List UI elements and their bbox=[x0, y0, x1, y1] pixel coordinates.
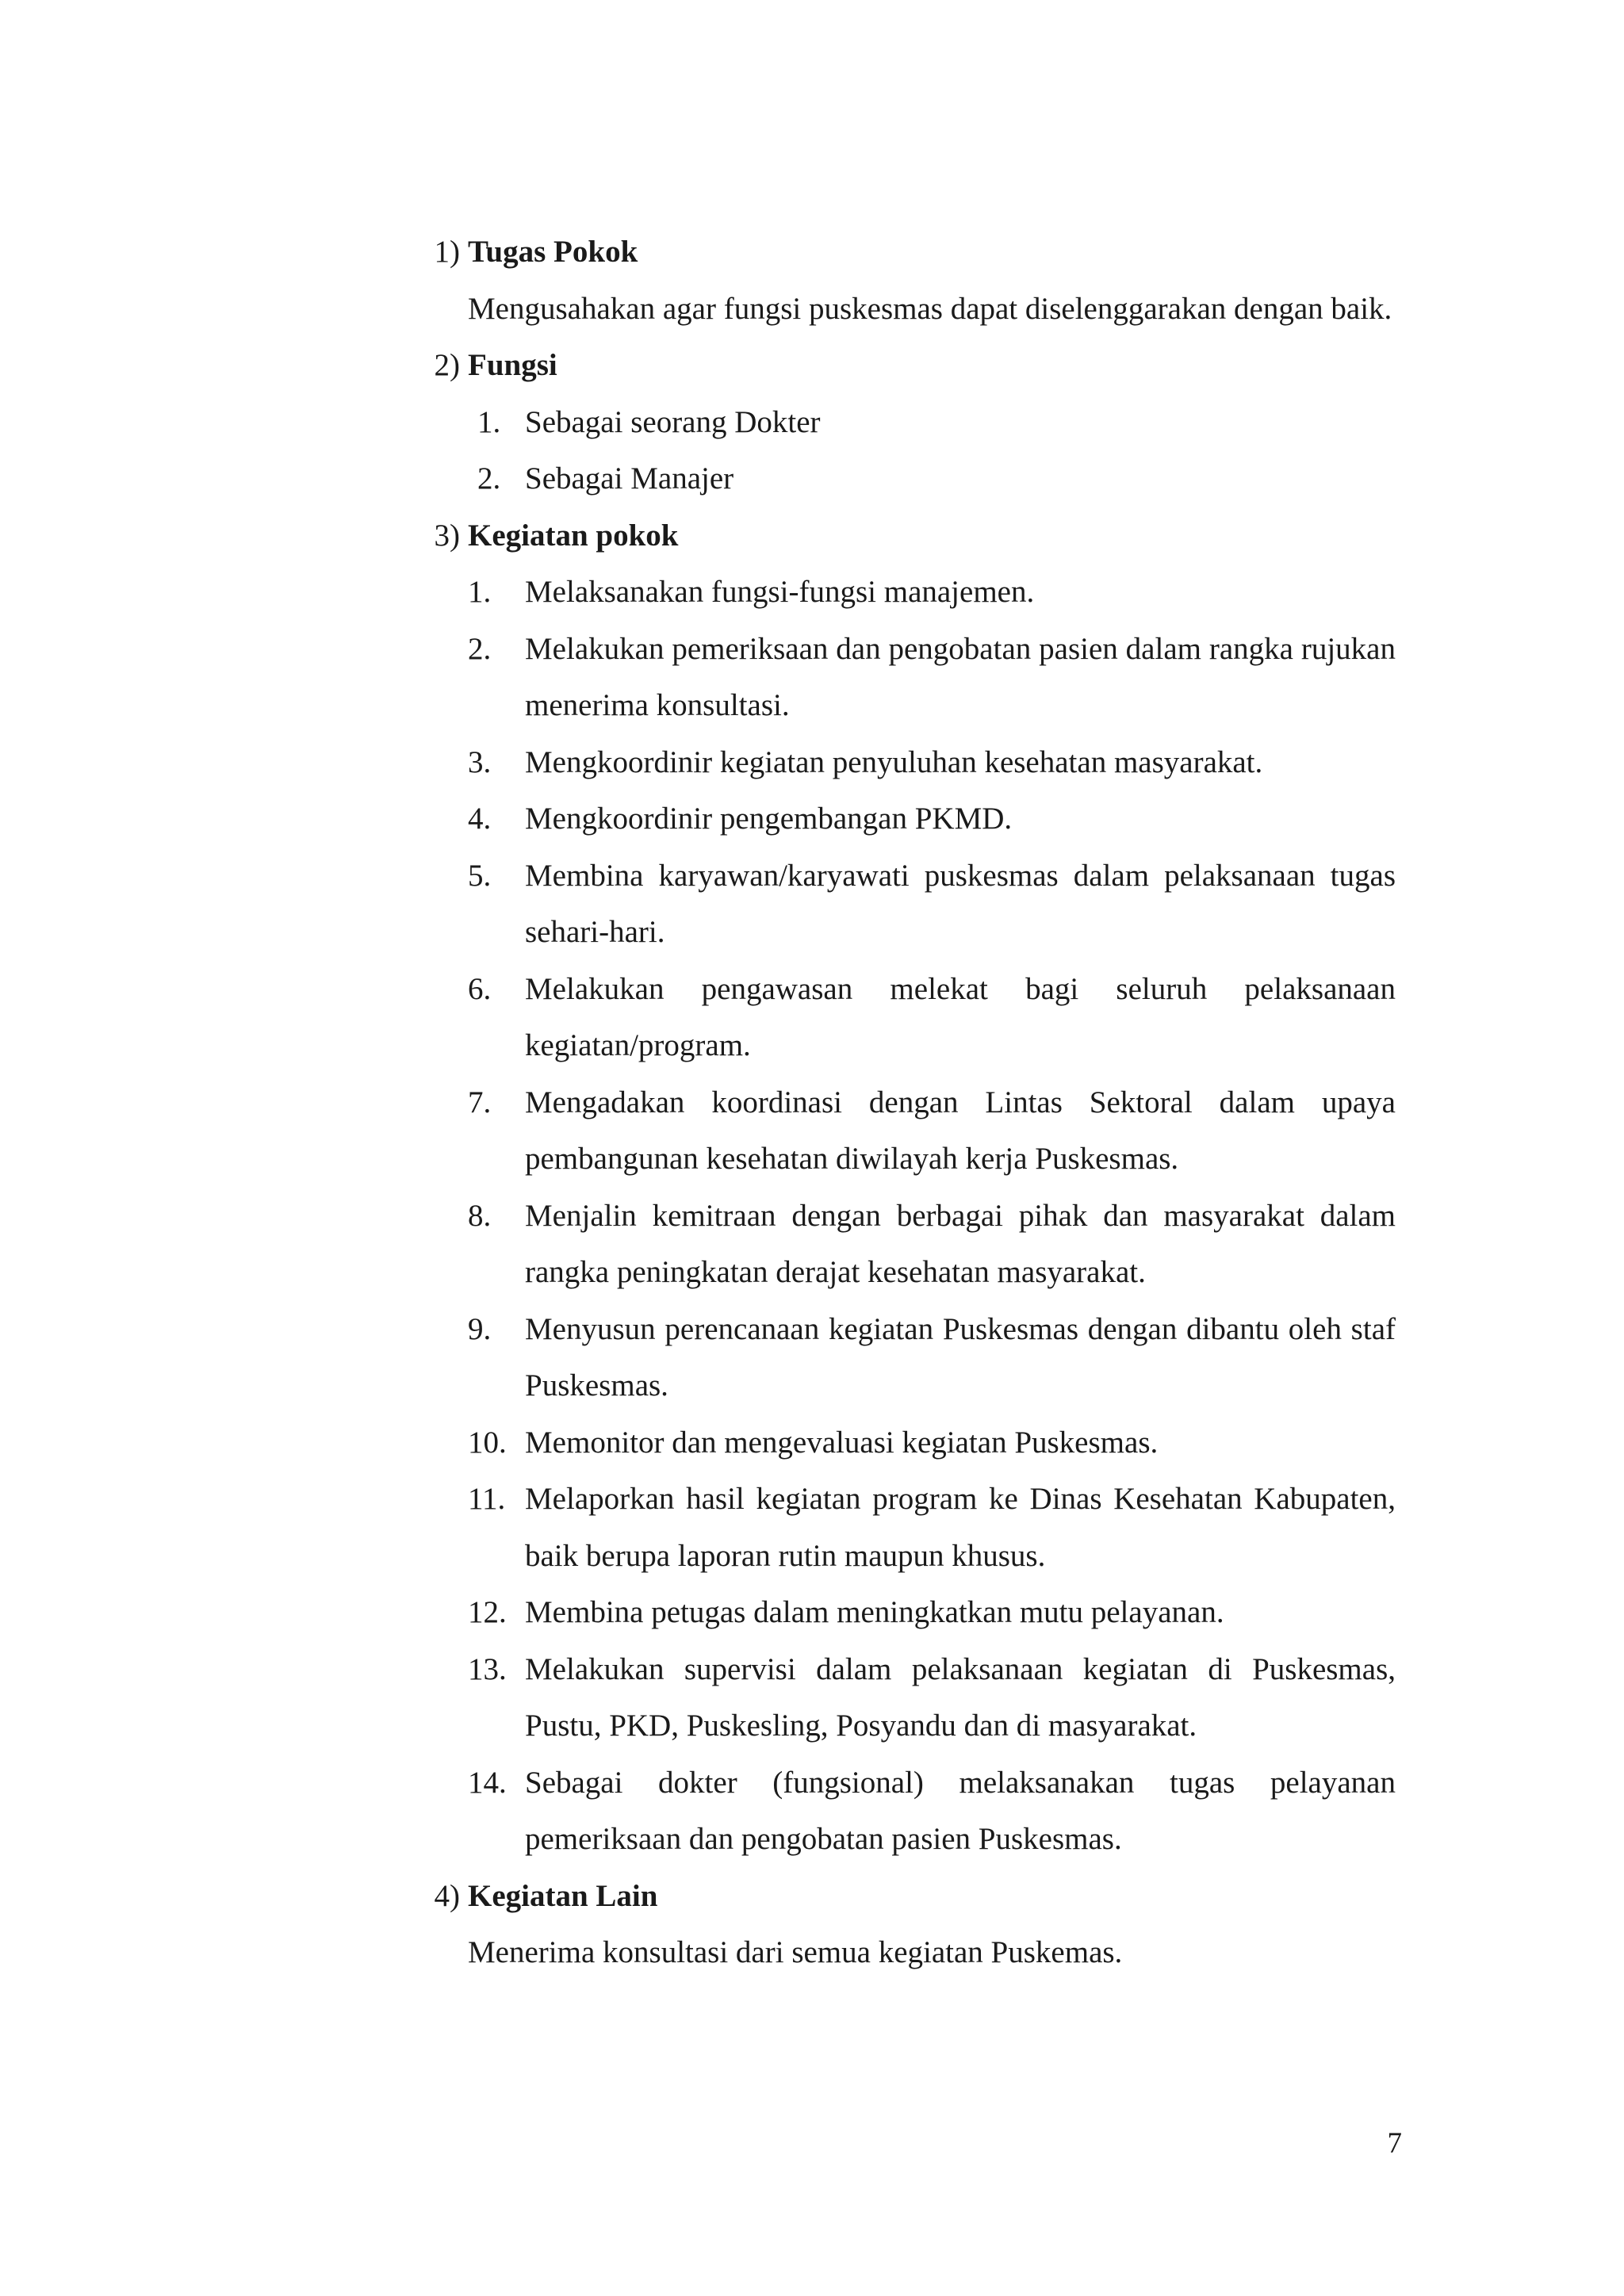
section-title: Kegiatan Lain bbox=[468, 1878, 658, 1913]
list-item-text: Memonitor dan mengevaluasi kegiatan Puskesmas. bbox=[525, 1425, 1159, 1460]
section-number: 4) bbox=[434, 1878, 460, 1913]
list-item-number: 4. bbox=[468, 802, 492, 836]
list-item bbox=[412, 621, 1396, 734]
list-item bbox=[412, 1471, 1396, 1584]
list-item-text: Melakukan pengawasan melekat bagi seluruh pelaksanaan kegiatan/program. bbox=[525, 971, 1396, 1062]
page-number: 7 bbox=[1387, 2127, 1402, 2160]
list-item-number: 13. bbox=[468, 1651, 507, 1686]
section-title: Fungsi bbox=[468, 348, 557, 382]
list-item-number: 11. bbox=[468, 1482, 506, 1516]
list-item bbox=[412, 1301, 1396, 1414]
activity-list bbox=[412, 564, 1396, 1868]
list-item bbox=[412, 1641, 1396, 1755]
list-item bbox=[412, 450, 1396, 507]
section-heading bbox=[412, 507, 1396, 564]
list-item-number: 7. bbox=[468, 1085, 492, 1119]
list-item bbox=[412, 848, 1396, 961]
list-item-text: Melaporkan hasil kegiatan program ke Dinas Kesehatan Kabupaten, baik berupa laporan rutin maupun khusus. bbox=[525, 1482, 1396, 1573]
list-item-number: 1. bbox=[468, 575, 492, 609]
section-number: 2) bbox=[434, 348, 460, 382]
section-number: 3) bbox=[434, 518, 460, 553]
section-heading bbox=[412, 337, 1396, 394]
list-item-number: 3. bbox=[468, 744, 492, 779]
function-list bbox=[412, 394, 1396, 507]
list-item-text: Sebagai seorang Dokter bbox=[525, 404, 821, 439]
list-item-number: 6. bbox=[468, 971, 492, 1006]
list-item-number: 9. bbox=[468, 1311, 492, 1346]
list-item-number: 12. bbox=[468, 1595, 507, 1629]
list-item-text: Melakukan pemeriksaan dan pengobatan pasien dalam rangka rujukan menerima konsultasi. bbox=[525, 631, 1396, 722]
list-item bbox=[412, 961, 1396, 1074]
section-body-text: Menerima konsultasi dari semua kegiatan Puskemas. bbox=[468, 1935, 1123, 1969]
section-number: 1) bbox=[434, 235, 460, 269]
list-item-number: 1. bbox=[477, 404, 501, 439]
document-content bbox=[412, 224, 1396, 1981]
list-item bbox=[412, 1414, 1396, 1471]
list-item bbox=[412, 1074, 1396, 1188]
list-item-text: Melakukan supervisi dalam pelaksanaan kegiatan di Puskesmas, Pustu, PKD, Puskesling, Posyandu dan di masyarakat. bbox=[525, 1651, 1396, 1743]
list-item bbox=[412, 790, 1396, 848]
list-item-number: 10. bbox=[468, 1425, 507, 1460]
list-item-text: Membina petugas dalam meningkatkan mutu pelayanan. bbox=[525, 1595, 1224, 1629]
section-title: Tugas Pokok bbox=[468, 235, 638, 269]
list-item-text: Mengadakan koordinasi dengan Lintas Sektoral dalam upaya pembangunan kesehatan diwilayah kerja Puskesmas. bbox=[525, 1085, 1396, 1176]
list-item-number: 8. bbox=[468, 1198, 492, 1233]
list-item-text: Sebagai dokter (fungsional) melaksanakan tugas pelayanan pemeriksaan dan pengobatan pasien Puskesmas. bbox=[525, 1765, 1396, 1856]
list-item-text: Menyusun perencanaan kegiatan Puskesmas dengan dibantu oleh staf Puskesmas. bbox=[525, 1311, 1396, 1402]
section-title: Kegiatan pokok bbox=[468, 518, 679, 553]
list-item bbox=[412, 1188, 1396, 1301]
list-item bbox=[412, 394, 1396, 451]
section-heading bbox=[412, 1868, 1396, 1925]
list-item-text: Membina karyawan/karyawati puskesmas dalam pelaksanaan tugas sehari-hari. bbox=[525, 858, 1396, 949]
list-item bbox=[412, 1584, 1396, 1641]
list-item-number: 2. bbox=[468, 631, 492, 666]
list-item-number: 14. bbox=[468, 1765, 507, 1800]
list-item bbox=[412, 564, 1396, 621]
list-item-text: Sebagai Manajer bbox=[525, 461, 734, 496]
list-item-text: Mengkoordinir pengembangan PKMD. bbox=[525, 802, 1013, 836]
list-item-text: Menjalin kemitraan dengan berbagai pihak dan masyarakat dalam rangka peningkatan derajat kesehatan masyarakat. bbox=[525, 1198, 1396, 1289]
list-item bbox=[412, 1755, 1396, 1868]
list-item-text: Melaksanakan fungsi-fungsi manajemen. bbox=[525, 575, 1035, 609]
section-heading bbox=[412, 224, 1396, 281]
list-item-number: 2. bbox=[477, 461, 501, 496]
list-item bbox=[412, 734, 1396, 791]
list-item-number: 5. bbox=[468, 858, 492, 893]
section-body-text: Mengusahakan agar fungsi puskesmas dapat diselenggarakan dengan baik. bbox=[468, 291, 1392, 326]
list-item-text: Mengkoordinir kegiatan penyuluhan kesehatan masyarakat. bbox=[525, 744, 1263, 779]
